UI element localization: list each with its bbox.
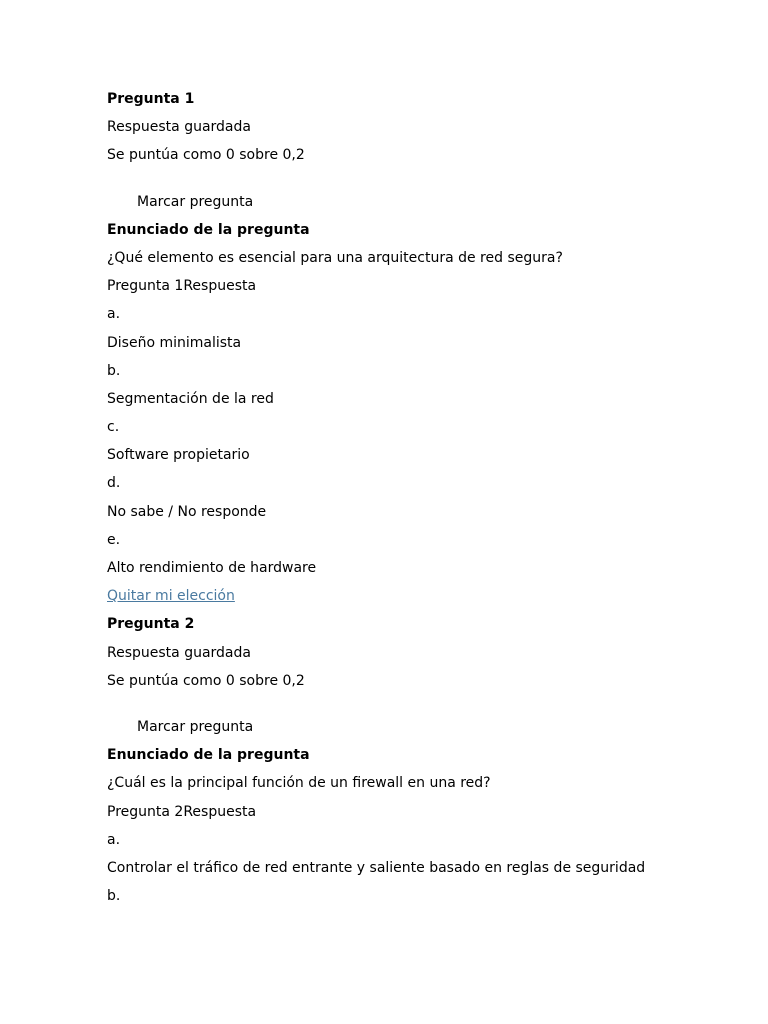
question-grade: Se puntúa como 0 sobre 0,2 [107, 147, 305, 164]
question-grade: Se puntúa como 0 sobre 0,2 [107, 672, 305, 689]
option-letter-b[interactable]: b. [107, 362, 121, 379]
option-text-e[interactable]: Alto rendimiento de hardware [107, 560, 317, 576]
flag-question-button[interactable]: Marcar pregunta [137, 193, 254, 210]
question-title: Pregunta 2 [107, 616, 195, 633]
option-letter-a[interactable]: a. [107, 831, 121, 848]
answer-label: Pregunta 2Respuesta [107, 803, 257, 820]
question-prompt-text: ¿Qué elemento es esencial para una arquitectura de red segura? [107, 249, 563, 266]
question-block-1 [107, 89, 747, 614]
question-prompt-heading: Enunciado de la pregunta [107, 221, 310, 238]
option-letter-a[interactable]: a. [107, 306, 121, 323]
question-block-2 [107, 614, 747, 914]
quiz-page [107, 89, 747, 914]
flag-question-button[interactable]: Marcar pregunta [137, 718, 254, 735]
option-letter-d[interactable]: d. [107, 475, 121, 492]
question-state: Respuesta guardada [107, 644, 251, 661]
option-text-a[interactable]: Controlar el tráfico de red entrante y saliente basado en reglas de seguridad [107, 859, 646, 876]
option-text-b[interactable]: Segmentación de la red [107, 390, 274, 407]
option-letter-c[interactable]: c. [107, 419, 120, 436]
question-prompt-heading: Enunciado de la pregunta [107, 747, 310, 764]
question-prompt-text: ¿Cuál es la principal función de un firewall en una red? [107, 775, 491, 792]
answer-label: Pregunta 1Respuesta [107, 278, 257, 295]
option-letter-b[interactable]: b. [107, 888, 121, 905]
question-title: Pregunta 1 [107, 91, 195, 107]
option-text-c[interactable]: Software propietario [107, 447, 250, 464]
option-text-d[interactable]: No sabe / No responde [107, 503, 267, 520]
clear-choice-link[interactable]: Quitar mi elección [107, 588, 235, 605]
question-state: Respuesta guardada [107, 119, 251, 136]
option-letter-e[interactable]: e. [107, 531, 121, 548]
option-text-a[interactable]: Diseño minimalista [107, 334, 242, 351]
